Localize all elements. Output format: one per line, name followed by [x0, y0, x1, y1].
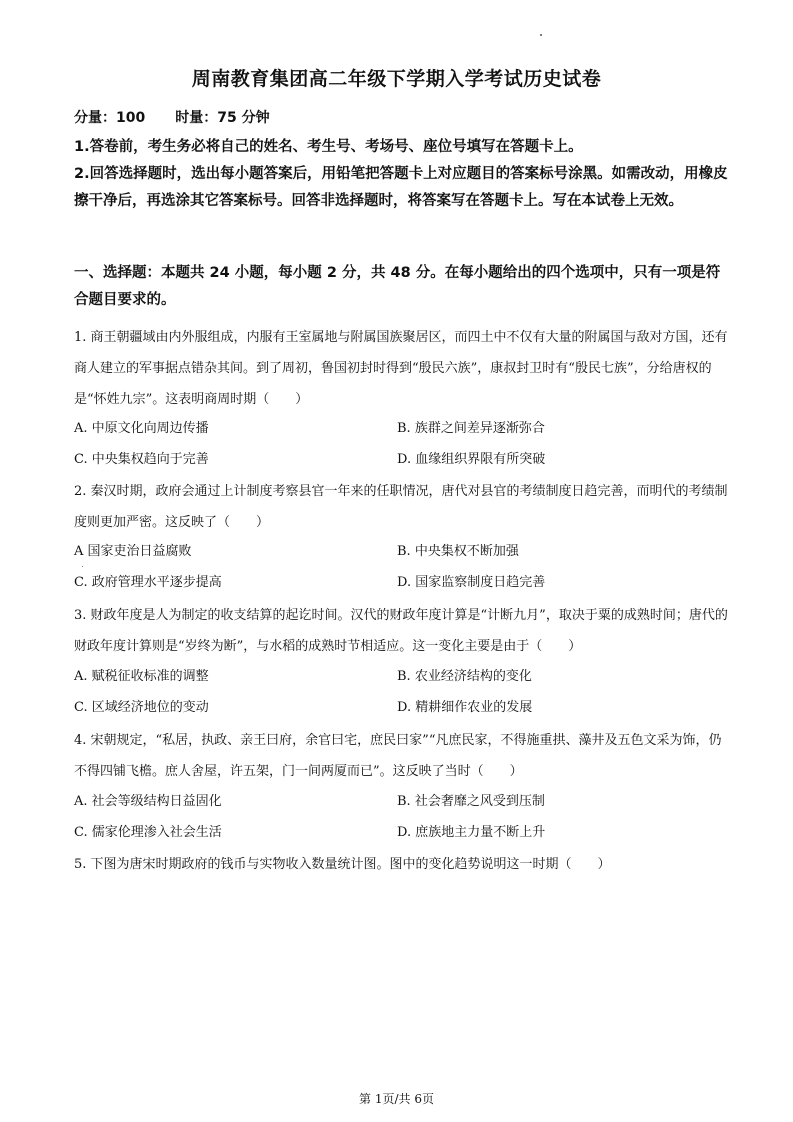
option-d: D. 精耕细作农业的发展 — [397, 700, 533, 715]
score-label: 分量：100 — [74, 110, 146, 126]
question-5 — [74, 849, 734, 880]
question-4 — [74, 725, 734, 787]
question-2 — [74, 476, 734, 538]
exam-meta — [74, 107, 270, 127]
question-stem: 2. 秦汉时期，政府会通过上计制度考察县官一年来的任职情况，唐代对县官的考绩制度日趋完善，而明代的考绩制度则更加严密。这反映了（ ） — [74, 484, 728, 530]
question-stem: 4. 宋朝规定，“私居，执政、亲王曰府，余官曰宅，庶民曰家”“凡庶民家，不得施重拱、藻井及五色文采为饰，仍不得四铺飞檐。庶人舍屋，许五架，门一间两厦而已”。这反映了当时（ ） — [74, 733, 722, 779]
instructions — [74, 134, 734, 215]
question-4-options — [74, 786, 734, 848]
question-3 — [74, 600, 734, 662]
option-b: B. 社会奢靡之风受到压制 — [397, 794, 545, 809]
option-a: A. 赋税征收标准的调整 — [74, 669, 209, 684]
option-a: A. 社会等级结构日益固化 — [74, 794, 222, 809]
time-label: 时量：75 分钟 — [175, 110, 270, 126]
option-a: A. 中原文化向周边传播 — [74, 421, 209, 436]
question-1-options — [74, 413, 734, 475]
option-c: C. 区域经济地位的变动 — [74, 700, 209, 715]
section-heading — [74, 260, 734, 314]
page-title: 周南教育集团高二年级下学期入学考试历史试卷 — [191, 68, 602, 90]
option-c: C. 中央集权趋向于完善 — [74, 452, 209, 467]
question-stem: 3. 财政年度是人为制定的收支结算的起讫时间。汉代的财政年度计算是“计断九月”，取决于粟的成熟时间；唐代的财政年度计算则是“岁终为断”，与水稻的成熟时节相适应。这一变化主要是由于（ ） — [74, 608, 728, 654]
option-d: D. 庶族地主力量不断上升 — [397, 825, 546, 840]
question-stem: 5. 下图为唐宋时期政府的钱币与实物收入数量统计图。图中的变化趋势说明这一时期（ ） — [74, 857, 611, 872]
option-c: C. 政府管理水平逐步提高 — [74, 575, 222, 590]
question-stem: 1. 商王朝疆域由内外服组成，内服有王室属地与附属国族聚居区，而四土中不仅有大量的附属国与敌对方国，还有商人建立的军事据点错杂其间。到了周初，鲁国初封时得到“殷民六族”，康叔封卫时有“殷民七族”，分给唐权的是“怀姓九宗”。这表明商周时期（ ） — [74, 330, 728, 407]
option-d: D. 国家监察制度日趋完善 — [397, 575, 546, 590]
instruction-2: 2.回答选择题时，选出每小题答案后，用铅笔把答题卡上对应题目的答案标号涂黑。如需改动，用橡皮擦干净后，再选涂其它答案标号。回答非选择题时，将答案写在答题卡上。写在本试卷上无效。 — [74, 166, 728, 209]
instruction-1: 1.答卷前，考生务必将自己的姓名、考生号、考场号、座位号填写在答题卡上。 — [74, 139, 583, 155]
option-b: B. 中央集权不断加强 — [397, 544, 519, 559]
option-d: D. 血缘组织界限有所突破 — [397, 452, 546, 467]
question-3-options — [74, 661, 734, 723]
question-2-options — [74, 536, 734, 598]
question-1 — [74, 322, 734, 415]
option-b: B. 农业经济结构的变化 — [397, 669, 532, 684]
scan-speck — [540, 34, 542, 36]
option-c: C. 儒家伦理渗入社会生活 — [74, 825, 222, 840]
page-footer: 第 1页/共 6页 — [359, 1092, 434, 1106]
option-b: B. 族群之间差异逐渐弥合 — [397, 421, 545, 436]
option-a: A 国家吏治日益腐败 — [74, 544, 192, 559]
section-text: 一、选择题：本题共 24 小题，每小题 2 分，共 48 分。在每小题给出的四个选项中，只有一项是符合题目要求的。 — [74, 265, 721, 308]
